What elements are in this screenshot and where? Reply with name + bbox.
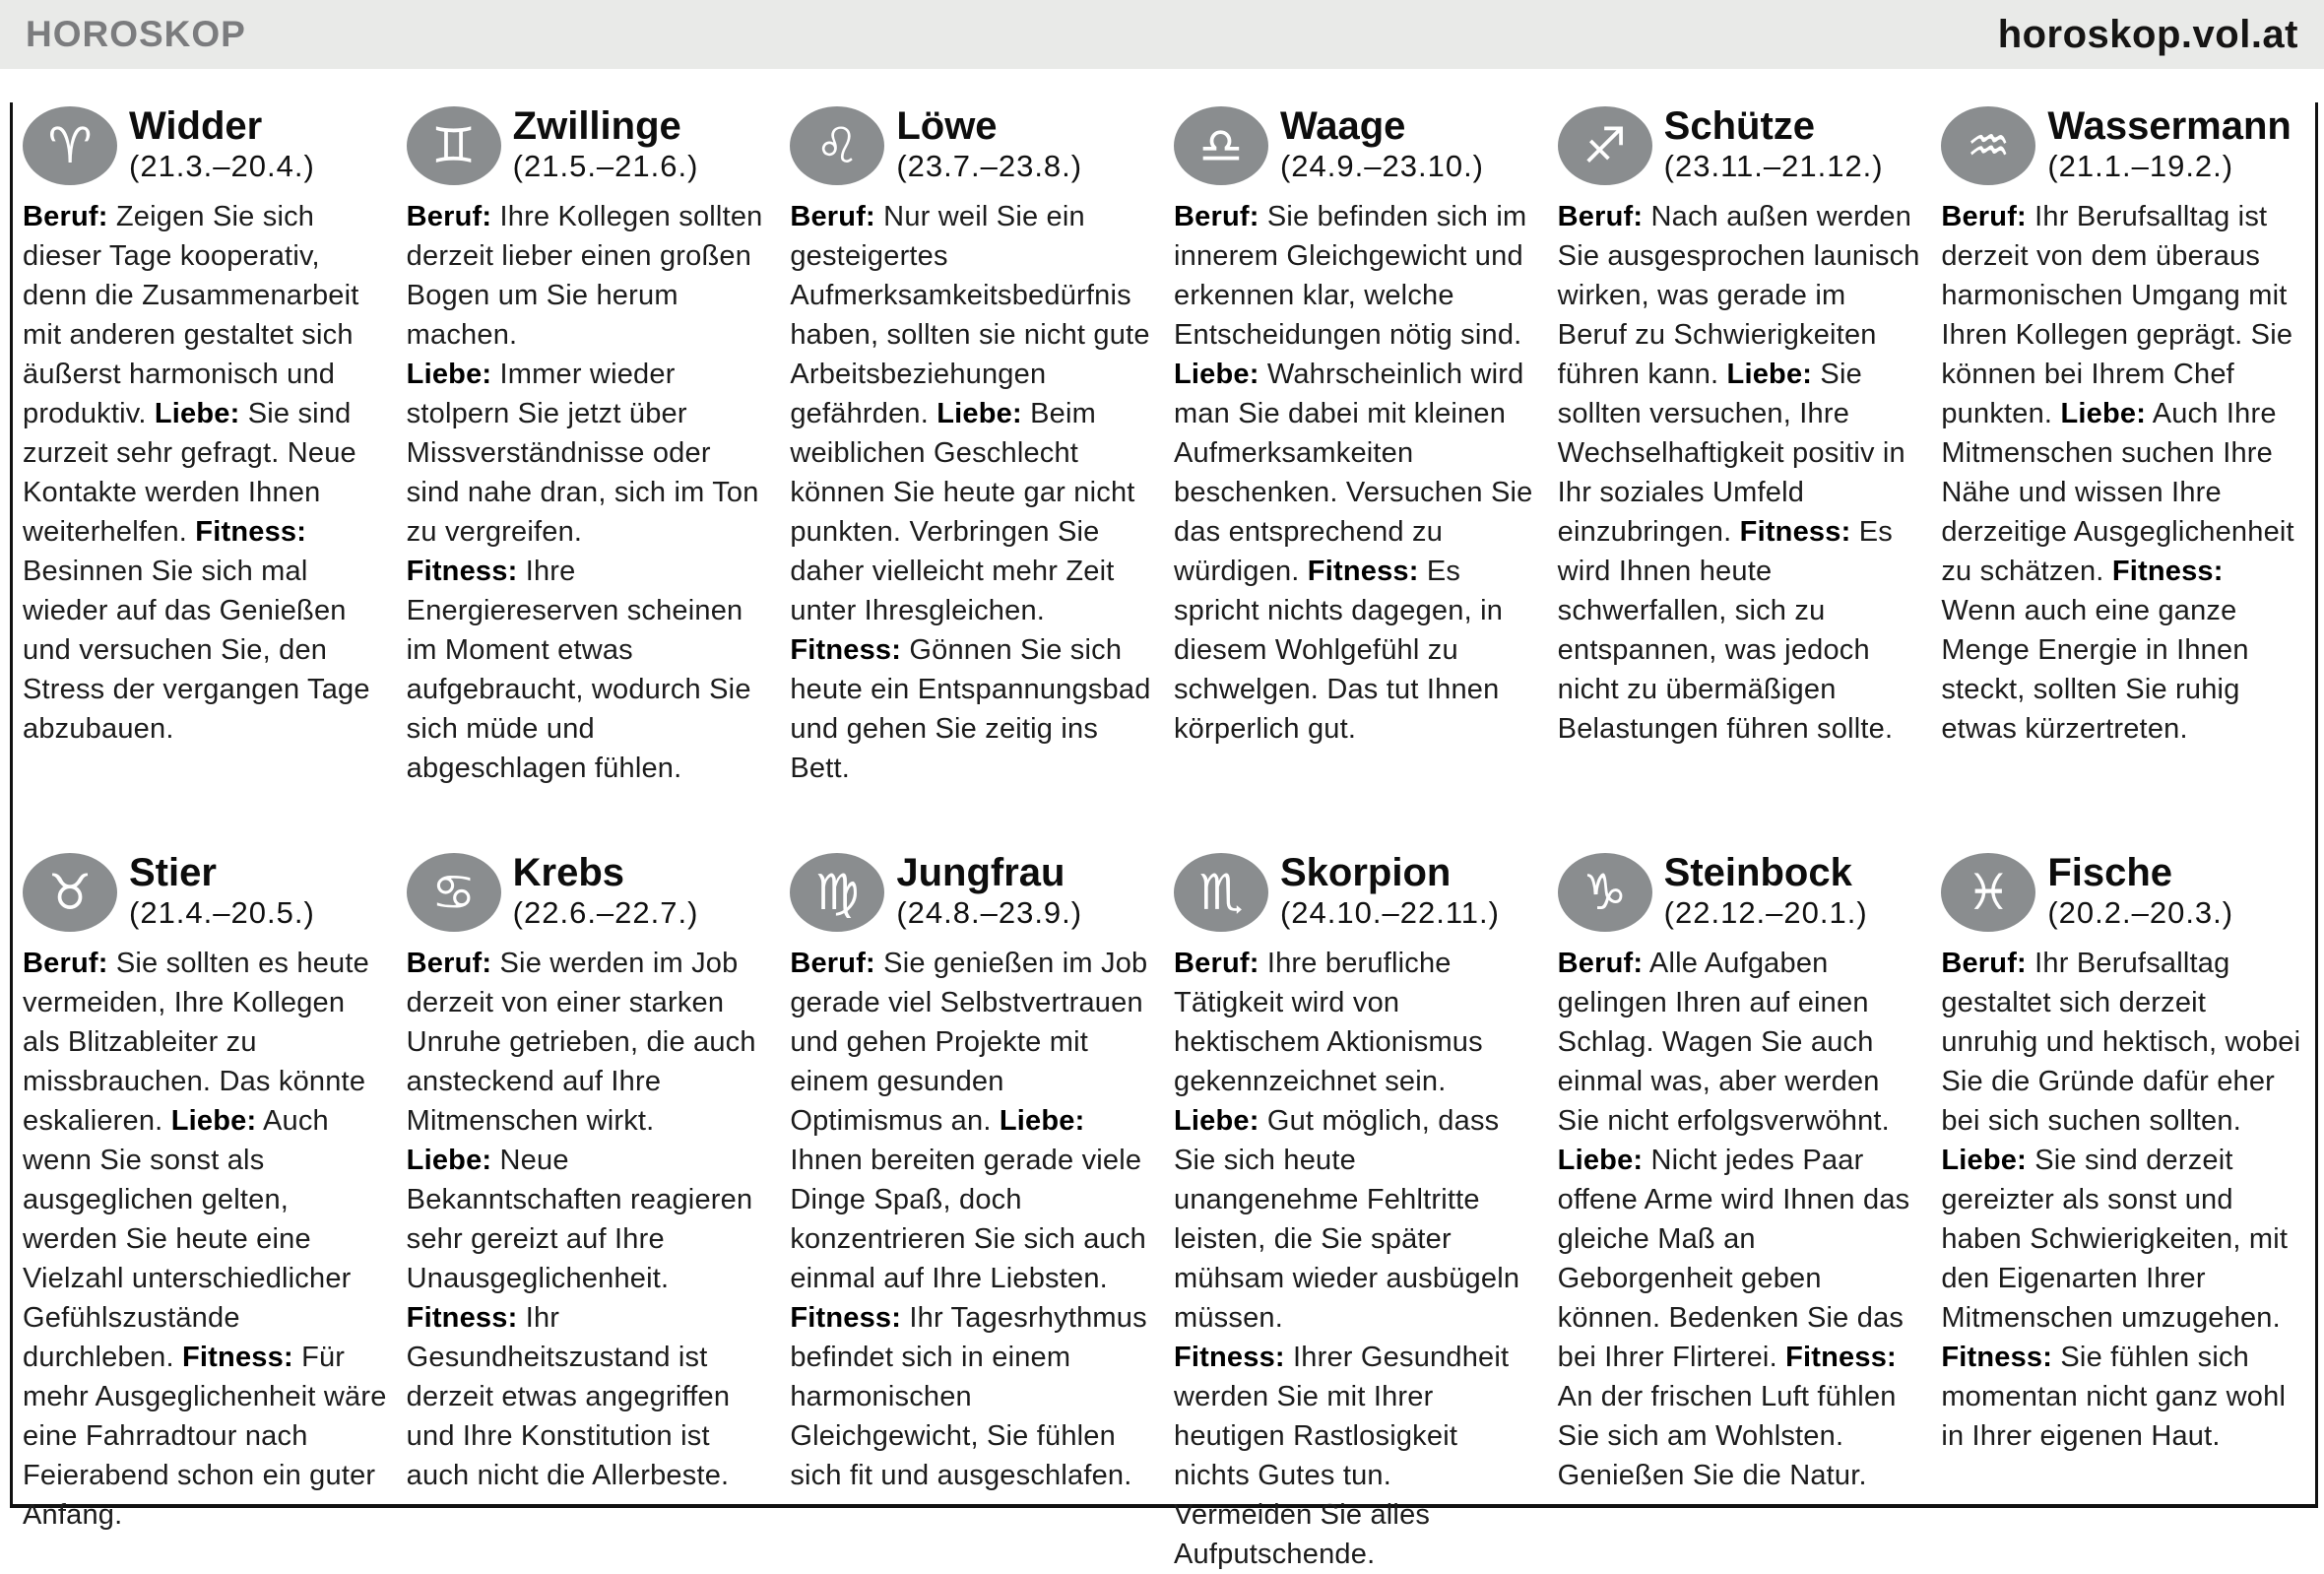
- section-label: Fitness:: [406, 556, 518, 587]
- sign-head: [1174, 104, 1538, 185]
- sign-head: [1941, 104, 2305, 185]
- sign-head: [790, 851, 1154, 932]
- sign-dates: (21.1.–19.2.): [2047, 149, 2234, 183]
- section-text: Immer wieder stolpern Sie jetzt über Missverständnisse oder sind nahe dran, sich im Ton zu vergreifen.: [406, 359, 759, 548]
- sign-titles: [1664, 851, 1868, 931]
- sign-titles: [1664, 104, 1884, 184]
- section-text: Auch Ihre Mitmenschen suchen Ihre Nähe und wissen Ihre derzeitige Ausgeglichenheit zu schätzen.: [1941, 398, 2294, 587]
- section-label: Liebe:: [1726, 359, 1813, 390]
- sign-paragraph: [407, 944, 771, 1141]
- section-text: Gönnen Sie sich heute ein Entspannungsbad und gehen Sie zeitig ins Bett.: [790, 634, 1151, 784]
- sign-body: [1558, 944, 1922, 1495]
- sign-paragraph: [790, 944, 1154, 1495]
- section-label: Beruf:: [23, 948, 108, 979]
- sign-paragraph: [23, 944, 387, 1535]
- section-label: Beruf:: [790, 948, 875, 979]
- sign-titles: [2047, 104, 2292, 184]
- section-label: Beruf:: [406, 201, 492, 232]
- sign-titles: [896, 851, 1082, 931]
- sign-card: [1941, 851, 2305, 1574]
- sign-name: Skorpion: [1279, 851, 1452, 894]
- header-bar: [0, 0, 2324, 69]
- sign-card: [23, 851, 387, 1574]
- sign-card: [1558, 851, 1922, 1574]
- sign-paragraph: [1941, 944, 2305, 1456]
- section-label: Beruf:: [1941, 948, 2027, 979]
- section-text: Sie sind zurzeit sehr gefragt. Neue Kontakte werden Ihnen weiterhelfen.: [23, 398, 356, 548]
- sign-card: [407, 851, 771, 1574]
- sign-paragraph: [1174, 197, 1538, 749]
- sign-body: [407, 944, 771, 1495]
- scorpio-icon: [1174, 853, 1268, 932]
- section-text: Nach außen werden Sie ausgesprochen launisch wirken, was gerade im Beruf zu Schwierigkeiten führen kann.: [1557, 201, 1920, 390]
- aries-icon: [23, 106, 117, 185]
- sign-name: Stier: [129, 851, 217, 894]
- section-label: Fitness:: [406, 1302, 518, 1334]
- section-label: Fitness:: [790, 1302, 902, 1334]
- section-text: Sie sollten es heute vermeiden, Ihre Kollegen als Blitzableiter zu missbrauchen. Das könnte eskalieren.: [23, 948, 369, 1137]
- sign-body: [1941, 944, 2305, 1456]
- section-label: Beruf:: [1941, 201, 2027, 232]
- section-text: Zeigen Sie sich dieser Tage kooperativ, denn die Zusammenarbeit mit anderen gestaltet sich äußerst harmonisch und produktiv.: [23, 201, 359, 429]
- section-text: Ihrer Gesundheit werden Sie mit Ihrer heutigen Rastlosigkeit nichts Gutes tun. Vermeiden Sie alles Aufputschende.: [1173, 1342, 1510, 1570]
- section-label: Liebe:: [2060, 398, 2147, 429]
- sign-paragraph: [407, 1298, 771, 1495]
- cancer-icon: [407, 853, 501, 932]
- sign-paragraph: [1174, 944, 1538, 1101]
- sign-paragraph: [407, 355, 771, 552]
- section-label: Liebe:: [406, 1145, 492, 1176]
- sign-body: [23, 197, 387, 749]
- sign-titles: [1280, 851, 1500, 931]
- section-label: Beruf:: [23, 201, 108, 232]
- section-label: Liebe:: [154, 398, 240, 429]
- sign-symbol: ♉: [47, 864, 93, 921]
- sign-titles: [2047, 851, 2233, 931]
- sign-paragraph: [407, 552, 771, 788]
- section-text: Ihnen bereiten gerade viele Dinge Spaß, doch konzentrieren Sie sich auch einmal auf Ihre Liebsten.: [790, 1145, 1146, 1294]
- sign-symbol: ♏: [1198, 864, 1244, 921]
- sign-symbol: ♒: [1966, 117, 2011, 174]
- sign-dates: (24.10.–22.11.): [1279, 895, 1500, 930]
- sign-titles: [129, 104, 315, 184]
- sign-titles: [513, 851, 699, 931]
- sign-dates: (21.4.–20.5.): [129, 895, 315, 930]
- sign-body: [1941, 197, 2305, 749]
- section-text: Besinnen Sie sich mal wieder auf das Genießen und versuchen Sie, den Stress der vergangen Tage abzubauen.: [23, 556, 370, 745]
- section-label: Liebe:: [1557, 1145, 1644, 1176]
- sign-paragraph: [1941, 197, 2305, 749]
- section-label: Fitness:: [1941, 1342, 2053, 1373]
- sign-body: [23, 944, 387, 1535]
- section-label: Beruf:: [790, 201, 875, 232]
- section-text: Beim weiblichen Geschlecht können Sie heute gar nicht punkten. Verbringen Sie daher vielleicht mehr Zeit unter Ihresgleichen.: [790, 398, 1135, 626]
- section-text: Neue Bekanntschaften reagieren sehr gereizt auf Ihre Unausgeglichenheit.: [406, 1145, 753, 1294]
- taurus-icon: [23, 853, 117, 932]
- signs-grid: [13, 102, 2315, 1574]
- sign-titles: [129, 851, 315, 931]
- sign-name: Schütze: [1663, 104, 1816, 148]
- section-label: Beruf:: [1557, 948, 1644, 979]
- sign-dates: (23.7.–23.8.): [896, 149, 1083, 183]
- section-text: An der frischen Luft fühlen Sie sich am Wohlsten. Genießen Sie die Natur.: [1557, 1381, 1897, 1491]
- section-text: Sie genießen im Job gerade viel Selbstvertrauen und gehen Projekte mit einem gesunden Optimismus an.: [790, 948, 1148, 1137]
- sign-body: [790, 197, 1154, 788]
- section-text: Ihr Berufsalltag gestaltet sich derzeit unruhig und hektisch, wobei Sie die Gründe dafür eher bei sich suchen sollten.: [1941, 948, 2301, 1137]
- section-text: Sie sind derzeit gereizter als sonst und haben Schwierigkeiten, mit den Eigenarten Ihrer Mitmenschen umzugehen.: [1941, 1145, 2289, 1334]
- section-label: Liebe:: [1173, 359, 1259, 390]
- pisces-icon: [1941, 853, 2035, 932]
- leo-icon: [790, 106, 884, 185]
- sign-card: [407, 104, 771, 788]
- section-label: Liebe:: [936, 398, 1022, 429]
- sign-dates: (22.12.–20.1.): [1663, 895, 1868, 930]
- sign-name: Jungfrau: [896, 851, 1065, 894]
- sign-name: Fische: [2047, 851, 2173, 894]
- sign-paragraph: [1558, 197, 1922, 749]
- section-text: Ihr Gesundheitszustand ist derzeit etwas angegriffen und Ihre Konstitution ist auch nicht die Allerbeste.: [406, 1302, 731, 1491]
- section-label: Fitness:: [195, 516, 307, 548]
- sign-name: Widder: [129, 104, 263, 148]
- section-text: Ihre Kollegen sollten derzeit lieber einen großen Bogen um Sie herum machen.: [406, 201, 763, 351]
- sign-dates: (22.6.–22.7.): [512, 895, 699, 930]
- section-label: Liebe:: [1173, 1105, 1259, 1137]
- capricorn-icon: [1558, 853, 1652, 932]
- section-label: Fitness:: [1307, 556, 1419, 587]
- sign-titles: [896, 104, 1082, 184]
- sign-symbol: ♐: [1582, 117, 1628, 174]
- sign-symbol: ♈: [47, 117, 93, 174]
- sign-head: [407, 104, 771, 185]
- section-label: Fitness:: [182, 1342, 293, 1373]
- sign-symbol: ♊: [431, 117, 477, 174]
- sign-body: [1558, 197, 1922, 749]
- sign-symbol: ♍: [814, 864, 860, 921]
- section-text: Nur weil Sie ein gesteigertes Aufmerksamkeitsbedürfnis haben, sollten sie nicht gute Arbeitsbeziehungen gefährden.: [790, 201, 1150, 429]
- sign-head: [407, 851, 771, 932]
- sign-paragraph: [407, 1141, 771, 1298]
- sign-paragraph: [790, 197, 1154, 788]
- section-label: Liebe:: [1941, 1145, 2027, 1176]
- section-label: Liebe:: [406, 359, 492, 390]
- sign-body: [1174, 197, 1538, 749]
- sign-symbol: ♓: [1966, 864, 2011, 921]
- sign-paragraph: [1174, 1338, 1538, 1574]
- section-text: Sie werden im Job derzeit von einer starken Unruhe getrieben, die auch ansteckend auf Ihre Mitmenschen wirkt.: [406, 948, 756, 1137]
- sign-body: [407, 197, 771, 788]
- sign-paragraph: [23, 197, 387, 749]
- section-text: Wahrscheinlich wird man Sie dabei mit kleinen Aufmerksamkeiten beschenken. Versuchen Sie das entsprechend zu würdigen.: [1173, 359, 1533, 587]
- sign-card: [23, 104, 387, 788]
- section-text: Nicht jedes Paar offene Arme wird Ihnen das gleiche Maß an Geborgenheit geben können. Bedenken Sie das bei Ihrer Flirterei.: [1557, 1145, 1910, 1373]
- sagittarius-icon: [1558, 106, 1652, 185]
- sign-dates: (24.8.–23.9.): [896, 895, 1083, 930]
- sign-body: [1174, 944, 1538, 1574]
- section-text: Gut möglich, dass Sie sich heute unangenehme Fehltritte leisten, die Sie später mühsam wieder ausbügeln müssen.: [1173, 1105, 1520, 1334]
- section-label: Beruf:: [1173, 948, 1259, 979]
- content-frame: [10, 102, 2318, 1570]
- section-text: Wenn auch eine ganze Menge Energie in Ihnen steckt, sollten Sie ruhig etwas kürzertreten.: [1941, 595, 2249, 745]
- sign-head: [1941, 851, 2305, 932]
- sign-symbol: ♌: [814, 117, 860, 174]
- section-text: Sie fühlen sich momentan nicht ganz wohl in Ihrer eigenen Haut.: [1941, 1342, 2287, 1452]
- section-label: Beruf:: [1557, 201, 1644, 232]
- section-text: Für mehr Ausgeglichenheit wäre eine Fahrradtour nach Feierabend schon ein guter Anfang.: [23, 1342, 387, 1531]
- section-text: Alle Aufgaben gelingen Ihren auf einen Schlag. Wagen Sie auch einmal was, aber werden Sie nicht erfolgsverwöhnt.: [1557, 948, 1890, 1137]
- sign-head: [1558, 851, 1922, 932]
- sign-card: [1558, 104, 1922, 788]
- sign-paragraph: [407, 197, 771, 355]
- section-text: Sie befinden sich im innerem Gleichgewicht und erkennen klar, welche Entscheidungen nötig sind.: [1173, 201, 1527, 351]
- section-label: Beruf:: [406, 948, 492, 979]
- gemini-icon: [407, 106, 501, 185]
- section-label: Fitness:: [1173, 1342, 1285, 1373]
- sign-name: Löwe: [896, 104, 998, 148]
- section-label: Fitness:: [790, 634, 902, 666]
- section-label: Fitness:: [1739, 516, 1851, 548]
- sign-dates: (21.3.–20.4.): [129, 149, 315, 183]
- sign-name: Wassermann: [2047, 104, 2292, 148]
- sign-paragraph: [1558, 944, 1922, 1495]
- sign-symbol: ♑: [1582, 864, 1628, 921]
- section-text: Ihr Berufsalltag ist derzeit von dem überaus harmonischen Umgang mit Ihren Kollegen geprägt. Sie können bei Ihrem Chef punkten.: [1941, 201, 2293, 429]
- section-text: Ihre berufliche Tätigkeit wird von hektischem Aktionismus gekennzeichnet sein.: [1173, 948, 1483, 1097]
- section-text: Es wird Ihnen heute schwerfallen, sich zu entspannen, was jedoch nicht zu übermäßigen Belastungen führen sollte.: [1557, 516, 1894, 745]
- aquarius-icon: [1941, 106, 2035, 185]
- sign-dates: (23.11.–21.12.): [1663, 149, 1884, 183]
- section-text: Sie sollten versuchen, Ihre Wechselhaftigkeit positiv in Ihr soziales Umfeld einzubringen.: [1557, 359, 1905, 548]
- section-text: Ihr Tagesrhythmus befindet sich in einem harmonischen Gleichgewicht, Sie fühlen sich fit und ausgeschlafen.: [790, 1302, 1147, 1491]
- section-text: Ihre Energiereserven scheinen im Moment etwas aufgebraucht, wodurch Sie sich müde und abgeschlagen fühlen.: [406, 556, 751, 784]
- section-label: Fitness:: [2111, 556, 2224, 587]
- section-label: Beruf:: [1173, 201, 1259, 232]
- page-title: HOROSKOP: [26, 14, 246, 54]
- site-url: horoskop.vol.at: [1997, 12, 2298, 56]
- sign-symbol: ♋: [431, 864, 477, 921]
- sign-paragraph: [1174, 1101, 1538, 1338]
- sign-name: Waage: [1279, 104, 1406, 148]
- sign-name: Krebs: [512, 851, 625, 894]
- sign-name: Zwillinge: [512, 104, 681, 148]
- sign-head: [790, 104, 1154, 185]
- sign-body: [790, 944, 1154, 1495]
- sign-card: [1174, 104, 1538, 788]
- section-text: Auch wenn Sie sonst als ausgeglichen gelten, werden Sie heute eine Vielzahl unterschiedlicher Gefühlszustände durchleben.: [23, 1105, 352, 1373]
- sign-titles: [1280, 104, 1484, 184]
- sign-card: [1941, 104, 2305, 788]
- sign-dates: (20.2.–20.3.): [2047, 895, 2234, 930]
- sign-card: [790, 851, 1154, 1574]
- sign-dates: (24.9.–23.10.): [1279, 149, 1485, 183]
- sign-card: [790, 104, 1154, 788]
- section-label: Liebe:: [999, 1105, 1085, 1137]
- sign-head: [23, 104, 387, 185]
- sign-card: [1174, 851, 1538, 1574]
- sign-name: Steinbock: [1663, 851, 1852, 894]
- sign-head: [23, 851, 387, 932]
- virgo-icon: [790, 853, 884, 932]
- sign-titles: [513, 104, 699, 184]
- sign-symbol: ♎: [1198, 117, 1244, 174]
- section-label: Liebe:: [170, 1105, 257, 1137]
- sign-dates: (21.5.–21.6.): [512, 149, 699, 183]
- sign-head: [1558, 104, 1922, 185]
- section-label: Fitness:: [1785, 1342, 1897, 1373]
- sign-head: [1174, 851, 1538, 932]
- section-text: Es spricht nichts dagegen, in diesem Wohlgefühl zu schwelgen. Das tut Ihnen körperlich gut.: [1173, 556, 1504, 745]
- libra-icon: [1174, 106, 1268, 185]
